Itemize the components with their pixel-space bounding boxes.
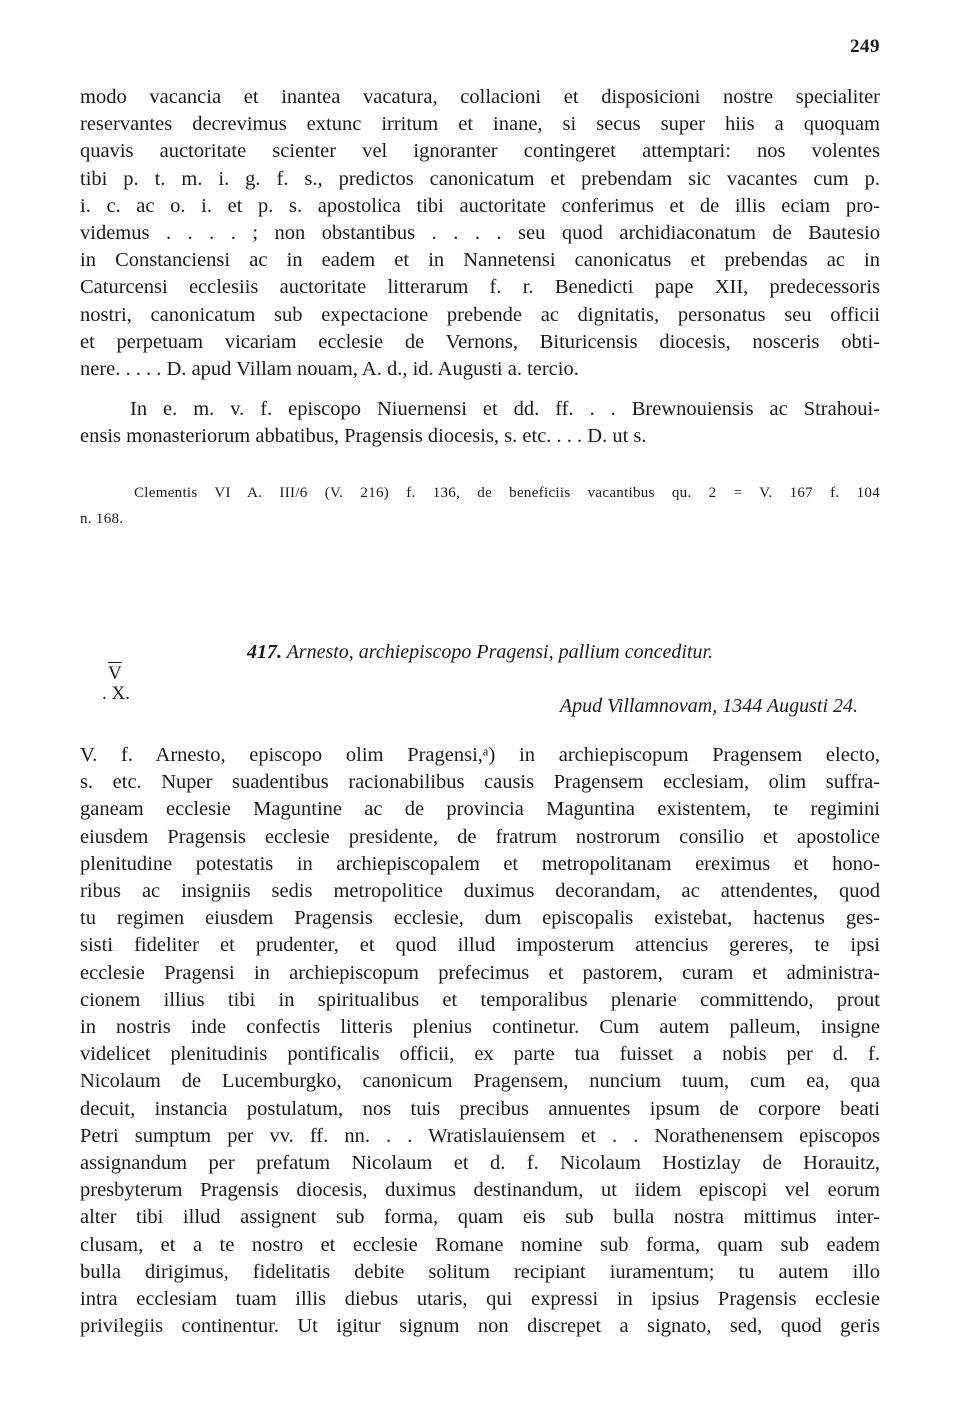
text-line: in Constanciensi ac in eadem et in Nannetensi canonicatus et prebendas ac in	[80, 249, 880, 272]
text-line: eiusdem Pragensis ecclesie presidente, de fratrum nostrorum consilio et apostolice	[80, 825, 880, 848]
text-line: modo vacancia et inantea vacatura, collacioni et disposicioni nostre specialiter	[80, 86, 880, 108]
document-number: 417.	[246, 641, 282, 663]
text-line: clusam, et a te nostro et ecclesie Romane nomine sub forma, quam sub eadem	[80, 1233, 880, 1256]
page-number: 249	[850, 36, 880, 57]
text-line: intra ecclesiam tuam illis diebus utaris, qui expressi in ipsius Pragensis ecclesie	[80, 1288, 880, 1311]
place-date: Apud Villamnovam, 1344 Augusti 24.	[559, 695, 858, 717]
text-line: bulla dirigimus, fidelitatis debite solitum recipiant iuramentum; tu autem illo	[80, 1260, 880, 1283]
citation-line: Clementis VI A. III/6 (V. 216) f. 136, de beneficiis vacantibus qu. 2 = V. 167 f. 104	[134, 485, 880, 501]
text-line: presbyterum Pragensis diocesis, duximus destinandum, ut iidem episcopi vel eorum	[80, 1179, 880, 1202]
text-line: ganeam ecclesie Maguntine ac de provincia Maguntina existentem, te regimini	[80, 798, 880, 821]
text-line: tu regimen eiusdem Pragensis ecclesie, dum episcopalis existebat, hactenus ges-	[80, 907, 880, 930]
text-line: et perpetuam vicariam ecclesie de Vernons, Bituricensis diocesis, nosceris obti-	[80, 330, 880, 353]
citation-line: n. 168.	[80, 511, 124, 527]
text-line: Caturcensi ecclesiis auctoritate litterarum f. r. Benedicti pape XII, predecessoris	[80, 276, 880, 299]
text-line: In e. m. v. f. episcopo Niuernensi et dd. ff. . . Brewnouiensis ac Strahoui-	[130, 398, 880, 420]
document-heading	[80, 641, 880, 664]
text-line: plenitudine potestatis in archiepiscopalem et metropolitanam ereximus et hono-	[80, 852, 880, 875]
text-line: i. c. ac o. i. et p. s. apostolica tibi auctoritate conferimus et de illis eciam pro-	[80, 194, 880, 217]
paragraph-2	[80, 396, 880, 450]
text-line: ribus ac insigniis sedis metropolitice duximus decorandam, ac attendentes, quod	[80, 880, 880, 903]
text-line: assignandum per prefatum Nicolaum et d. f. Nicolaum Hostizlay de Horauitz,	[80, 1152, 880, 1175]
text-line: Nicolaum de Lucemburgko, canonicum Pragensem, nuncium tuum, cum ea, qua	[80, 1070, 880, 1093]
text-line: ensis monasteriorum abbatibus, Pragensis diocesis, s. etc. . . . D. ut s.	[80, 425, 647, 448]
text-line: reservantes decrevimus extunc irritum et inane, si secus super hiis a quoquam	[80, 113, 880, 136]
marginal-note-top: $\overline{V}$	[108, 663, 122, 684]
archival-citation	[80, 480, 880, 532]
text-line: videlicet plenitudinis pontificalis officii, ex parte tua fuisset a nobis per d. f.	[80, 1043, 880, 1066]
text-line: nostri, canonicatum sub expectacione prebende ac dignitatis, personatus seu officii	[80, 303, 880, 326]
document-title: Arnesto, archiepiscopo Pragensi, pallium conceditur.	[286, 641, 714, 663]
text-line: sisti fideliter et prudenter, et quod illud imposterum attencius gereres, te ipsi	[80, 934, 880, 957]
marginal-note-bottom: . X.	[102, 683, 130, 704]
text-line: alter tibi illud assignent sub forma, quam eis sub bulla nostra mittimus inter-	[80, 1206, 880, 1229]
text-line: V. f. Arnesto, episcopo olim Pragensi,ᵃ) in archiepiscopum Pragensem electo,	[80, 744, 880, 766]
text-line: cionem illius tibi in spiritualibus et temporalibus plenarie committendo, prout	[80, 988, 880, 1011]
paragraph-3	[80, 742, 880, 1340]
text-line: privilegiis continentur. Ut igitur signum non discrepet a signato, sed, quod geris	[80, 1315, 880, 1338]
text-line: in nostris inde confectis litteris plenius continetur. Cum autem palleum, insigne	[80, 1016, 880, 1039]
text-line: ecclesie Pragensi in archiepiscopum prefecimus et pastorem, curam et administra-	[80, 961, 880, 984]
text-line: s. etc. Nuper suadentibus racionabilibus causis Pragensem ecclesiam, olim suffra-	[80, 771, 880, 794]
paragraph-1	[80, 84, 880, 383]
marginal-note	[84, 664, 134, 704]
text-line: nere. . . . . D. apud Villam nouam, A. d., id. Augusti a. tercio.	[80, 358, 579, 381]
text-line: quavis auctoritate scienter vel ignoranter contingeret attemptari: nos volentes	[80, 140, 880, 163]
text-line: videmus . . . . ; non obstantibus . . . . seu quod archidiaconatum de Bautesio	[80, 222, 880, 245]
text-line: tibi p. t. m. i. g. f. s., predictos canonicatum et prebendam sic vacantes cum p.	[80, 167, 880, 190]
text-line: Petri sumptum per vv. ff. nn. . . Wratislauiensem et . . Norathenensem episcopos	[80, 1124, 880, 1147]
text-line: decuit, instancia postulatum, nos tuis precibus annuentes ipsum de corpore beati	[80, 1097, 880, 1120]
